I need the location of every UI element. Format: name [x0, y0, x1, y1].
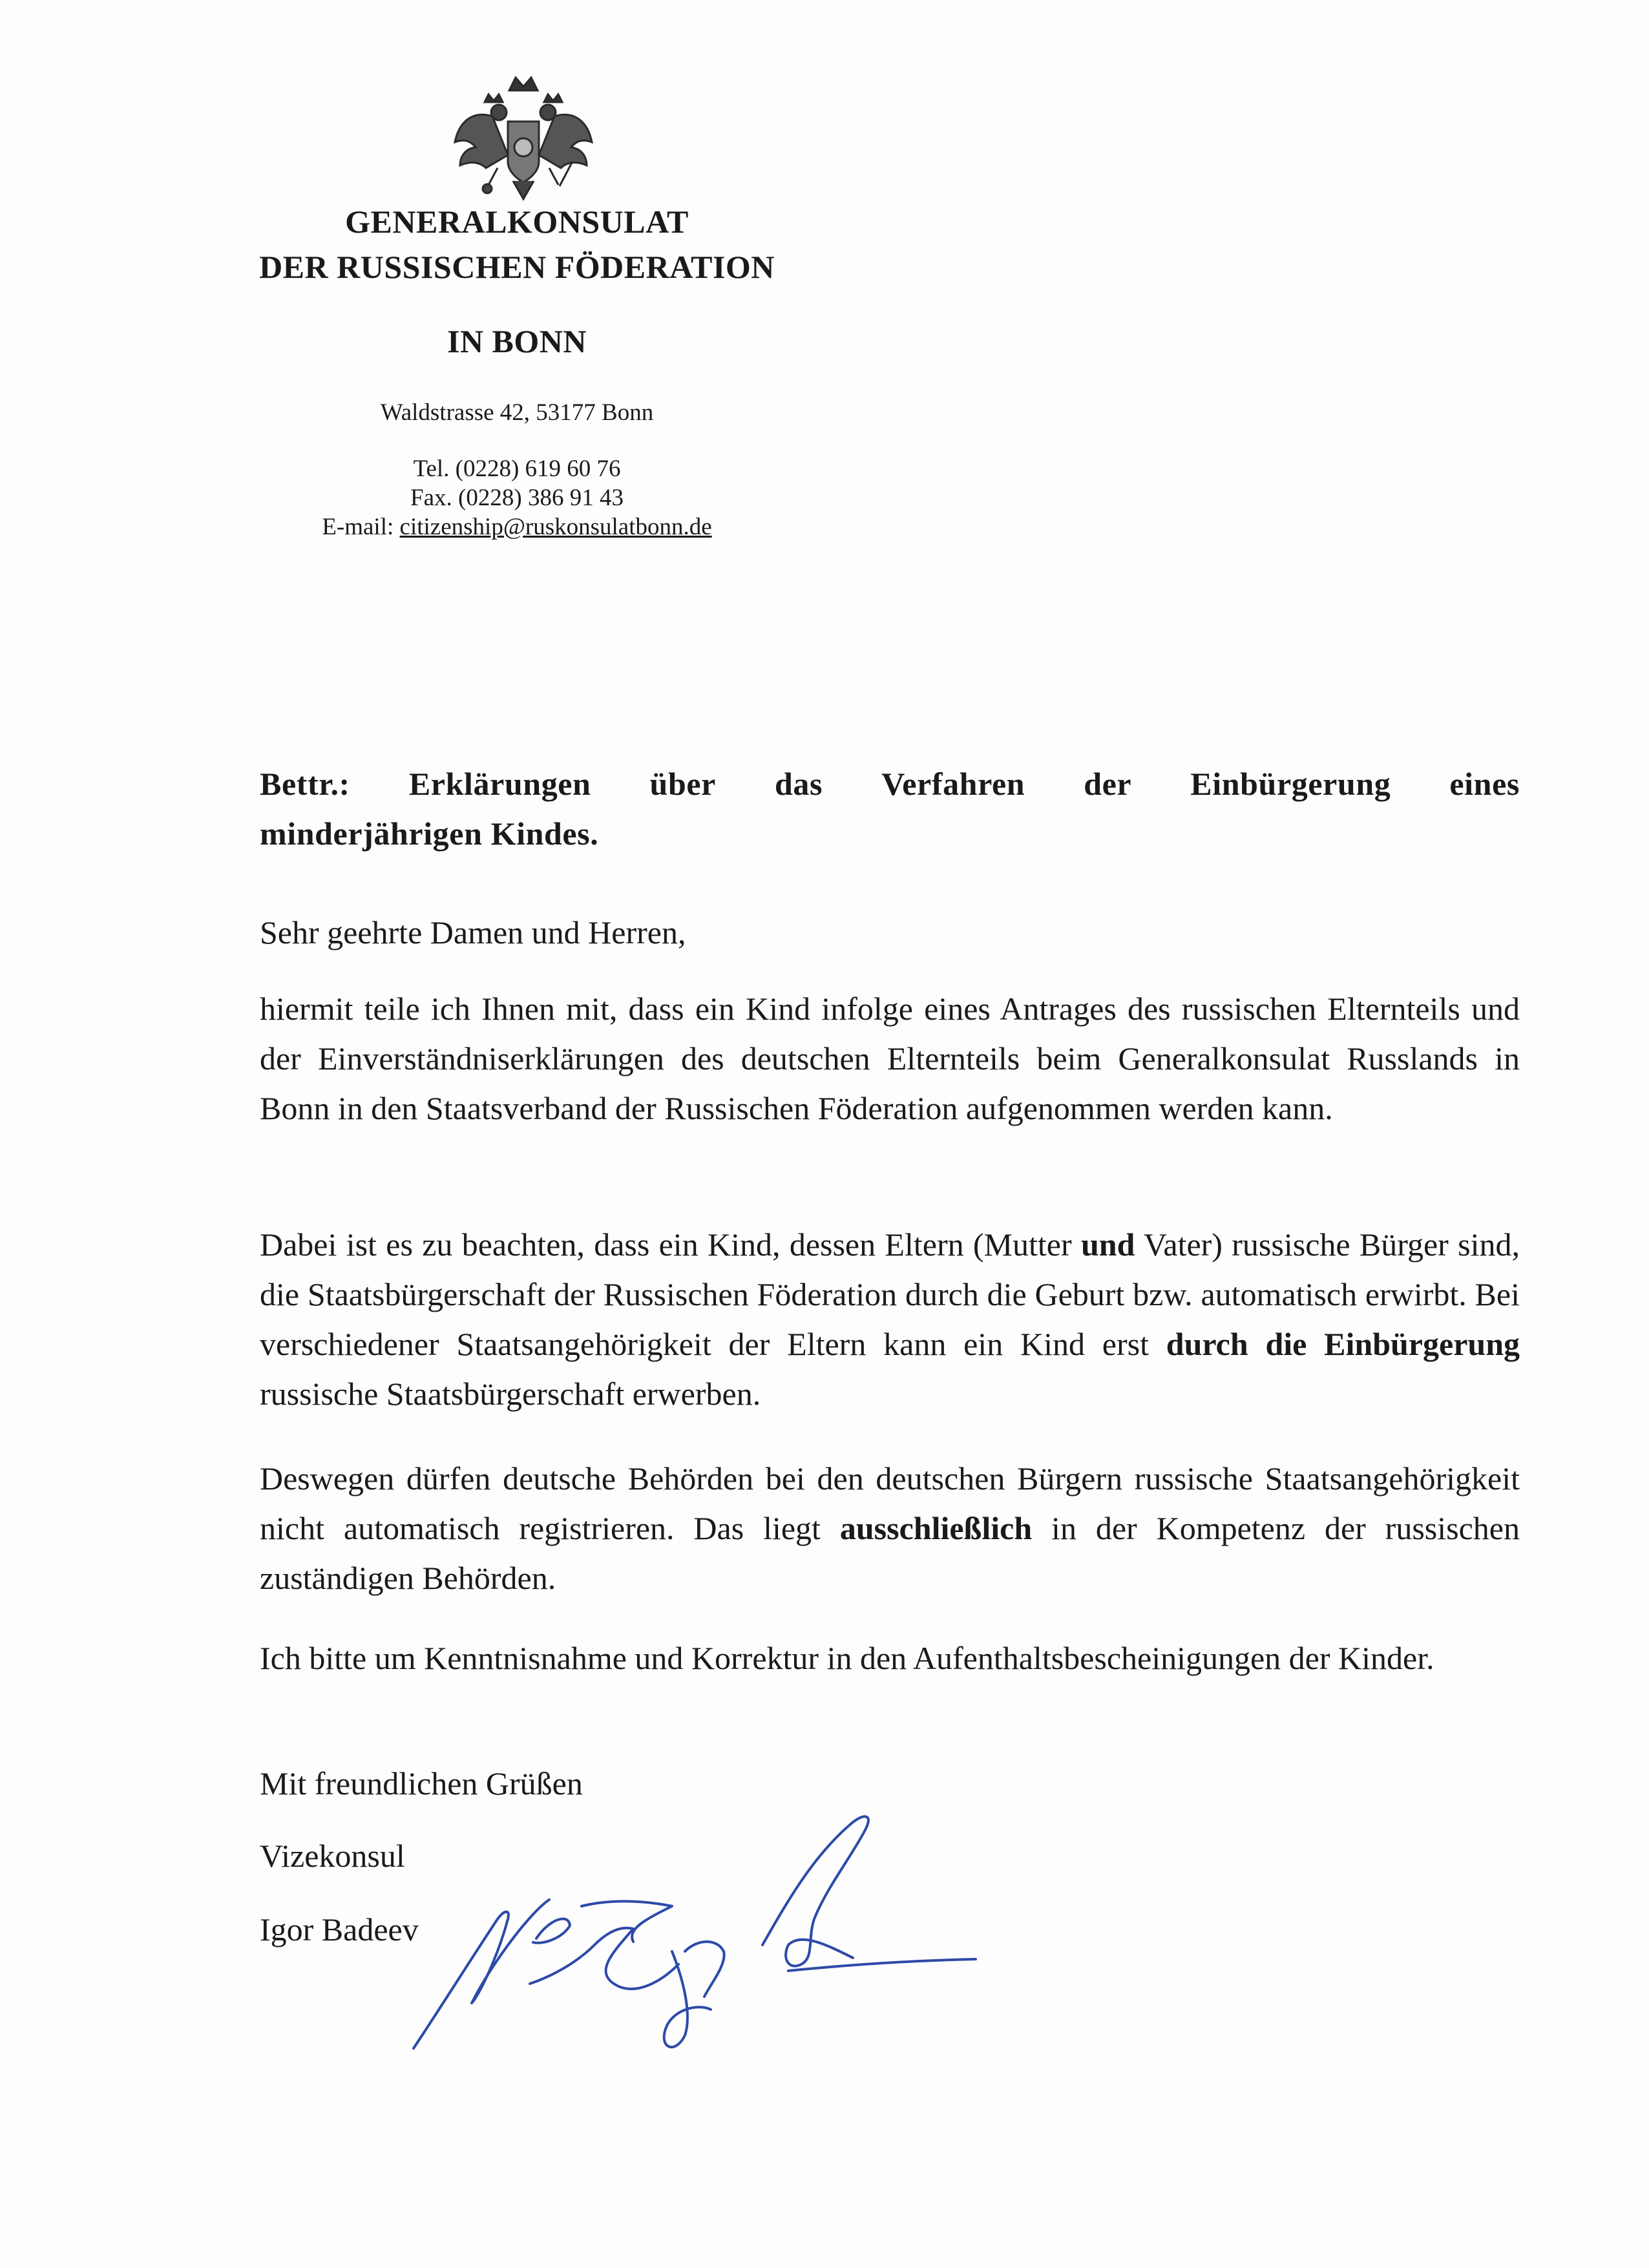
paragraph-2-bold: durch die Einbürgerung: [1166, 1326, 1520, 1362]
letterhead-line-3: IN BONN: [446, 323, 587, 359]
paragraph-3-text: in der Kompetenz der russischen zuständigen Behörden.: [260, 1510, 1520, 1596]
consulate-phone: Tel. (0228) 619 60 76: [413, 456, 621, 482]
subject-word: das: [775, 766, 823, 802]
subject-word: eines: [1449, 766, 1520, 802]
paragraph-1: hiermit teile ich Ihnen mit, dass ein Kind infolge eines Antrages des russischen Elternteils und der Einverständniserklärungen des deutschen Elternteils beim Generalkonsulat Russlands in Bonn in den Staatsverband der Russischen Föderation aufgenommen werden kann.: [260, 991, 1520, 1126]
paragraph-4: Ich bitte um Kenntnisnahme und Korrektur in den Aufenthaltsbescheinigungen der Kinder.: [260, 1640, 1434, 1676]
paragraph-3-bold: ausschließlich: [839, 1510, 1033, 1546]
consulate-fax: Fax. (0228) 386 91 43: [410, 485, 624, 511]
subject-word: Erklärungen: [408, 766, 591, 802]
paragraph-2-text: russische Staatsbürgerschaft erwerben.: [260, 1376, 761, 1412]
letterhead-line-1: GENERALKONSULAT: [345, 204, 689, 240]
letterhead-line-2: DER RUSSISCHEN FÖDERATION: [259, 249, 775, 285]
paragraph-2: [260, 1220, 1520, 1419]
subject-word: der: [1084, 766, 1132, 802]
salutation: Sehr geehrte Damen und Herren,: [260, 914, 686, 950]
handwritten-signature: [401, 1790, 982, 2061]
signer-title: Vizekonsul: [260, 1838, 405, 1874]
consulate-address: Waldstrasse 42, 53177 Bonn: [380, 399, 654, 426]
paragraph-3-text: Deswegen dürfen deutsche Behörden bei den deutschen Bürgern russische Staatsangehörigkeit nicht automatisch registrieren. Das liegt: [260, 1460, 1520, 1546]
paragraph-3: [260, 1454, 1520, 1603]
subject-word: Bettr.:: [260, 766, 350, 802]
subject-word: über: [649, 766, 716, 802]
russian-coat-of-arms-icon: [446, 71, 601, 207]
email-link[interactable]: citizenship@ruskonsulatbonn.de: [399, 514, 712, 540]
subject-word: Verfahren: [881, 766, 1025, 802]
subject-row-1: [260, 759, 1520, 809]
paragraph-2-text: Dabei ist es zu beachten, dass ein Kind, dessen Eltern (Mutter: [260, 1226, 1081, 1263]
paragraph-2-bold: und: [1080, 1226, 1135, 1263]
consulate-email-line: [194, 515, 840, 539]
signer-name: Igor Badeev: [260, 1911, 419, 1948]
email-label: E-mail:: [322, 514, 394, 540]
closing-greeting: Mit freundlichen Grüßen: [260, 1765, 583, 1801]
subject-line: [260, 759, 1520, 859]
subject-word: Einbürgerung: [1190, 766, 1391, 802]
paragraph-2-text: Vater) russische Bürger sind, die Staatsbürgerschaft der Russischen Föderation durch die Geburt bzw. automatisch erwirbt. Bei verschiedener Staatsangehörigkeit der Eltern kann ein Kind erst: [260, 1226, 1520, 1362]
subject-row-2: minderjährigen Kindes.: [260, 815, 599, 852]
